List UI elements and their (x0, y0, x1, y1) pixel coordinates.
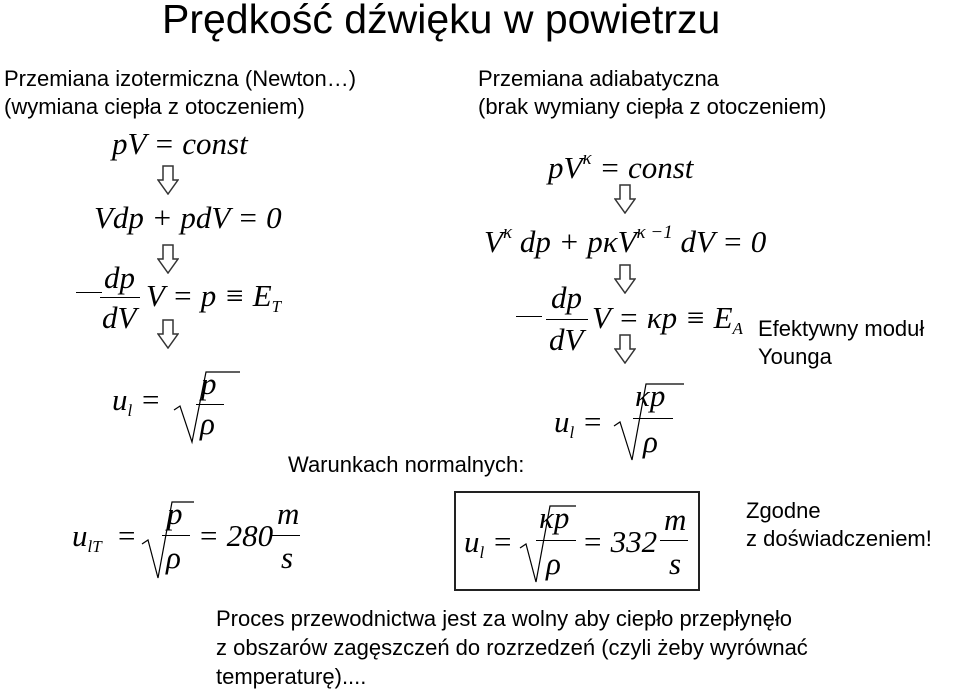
isothermal-eq1: pV = const (112, 126, 248, 161)
adiabatic-eq3-denominator: dV (549, 322, 584, 357)
isothermal-eq5-denominator: ρ (166, 540, 181, 575)
adiabatic-eq1-base: pV (548, 150, 583, 185)
adiabatic-eq4-lhs: $u_l$ = (554, 404, 603, 442)
footer-line1: Proces przewodnictwa jest za wolny aby ciepło przepłynęło (216, 606, 792, 631)
footer-line2: z obszarów zagęszczeń do rozrzedzeń (czyli żeby wyrównać (216, 635, 808, 660)
isothermal-heading-line1: Przemiana izotermiczna (Newton…) (4, 66, 357, 91)
adiabatic-heading-line2: (brak wymiany ciepła z otoczeniem) (478, 94, 827, 119)
down-arrow-icon (614, 334, 636, 364)
isothermal-eq3-subscript: T (271, 297, 282, 316)
effective-modulus-note-line2: Younga (758, 344, 832, 369)
isothermal-eq5-value: = 280 (198, 518, 274, 553)
adiabatic-eq5-denominator: ρ (546, 546, 561, 581)
adiabatic-eq5-unit-num: m (664, 502, 687, 537)
footer-line3: temperaturę).... (216, 664, 367, 689)
down-arrow-icon (157, 244, 179, 274)
fraction-bar (100, 297, 140, 298)
agreement-note-line2: z doświadczeniem! (746, 526, 932, 551)
fraction-bar (633, 418, 673, 419)
adiabatic-eq5-lhs: $u_l$ = (464, 524, 513, 562)
adiabatic-eq3-numerator: dp (551, 280, 582, 315)
isothermal-eq3-numerator: dp (104, 260, 135, 295)
isothermal-eq3 (146, 278, 281, 317)
adiabatic-eq5-unit-den: s (669, 546, 682, 581)
isothermal-eq5-unit-num: m (277, 496, 300, 531)
down-arrow-icon (614, 264, 636, 294)
effective-modulus-note-line1: Efektywny moduł (758, 316, 925, 341)
adiabatic-eq4-denominator: ρ (643, 424, 658, 459)
adiabatic-eq3-subscript: A (732, 319, 743, 338)
isothermal-eq3-rest: V = p ≡ E (146, 278, 272, 313)
fraction-bar (162, 535, 190, 536)
isothermal-eq2: Vdp + pdV = 0 (94, 200, 282, 235)
agreement-note-line1: Zgodne (746, 498, 821, 523)
isothermal-eq4-denominator: ρ (200, 406, 215, 441)
fraction-bar (660, 540, 688, 541)
isothermal-eq5-numerator: p (167, 496, 183, 531)
adiabatic-eq1-rest: = const (599, 150, 694, 185)
adiabatic-eq1-exponent: κ (582, 148, 592, 169)
isothermal-eq4-numerator: p (201, 366, 217, 401)
adiabatic-eq4-numerator: κp (635, 378, 666, 413)
minus-sign (516, 316, 542, 317)
adiabatic-eq5-value: = 332 (582, 524, 658, 559)
isothermal-heading-line2: (wymiana ciepła z otoczeniem) (4, 94, 305, 119)
isothermal-eq5-unit-den: s (281, 540, 294, 575)
adiabatic-heading-line1: Przemiana adiabatyczna (478, 66, 719, 91)
fraction-bar (196, 404, 224, 405)
isothermal-eq3-denominator: dV (102, 300, 137, 335)
down-arrow-icon (614, 184, 636, 214)
fraction-bar (546, 319, 588, 320)
normal-conditions-label: Warunkach normalnych: (288, 452, 525, 477)
fraction-bar (536, 540, 576, 541)
isothermal-eq4-lhs: $u_l$ = (112, 382, 161, 420)
minus-sign (76, 292, 102, 293)
down-arrow-icon (157, 165, 179, 195)
fraction-bar (272, 535, 300, 536)
adiabatic-eq2: $V^\kappa$ dp + pκV$^{\kappa -1}$ dV = 0 (484, 222, 767, 259)
equals-sign: = (116, 518, 137, 553)
adiabatic-eq1 (548, 148, 693, 186)
isothermal-eq5-lhs: $u_{lT}$ (72, 518, 102, 556)
adiabatic-eq3-rest: V = κp ≡ E (592, 300, 733, 335)
page-title: Prędkość dźwięku w powietrzu (162, 0, 721, 42)
down-arrow-icon (157, 319, 179, 349)
adiabatic-eq5-numerator: κp (539, 500, 570, 535)
